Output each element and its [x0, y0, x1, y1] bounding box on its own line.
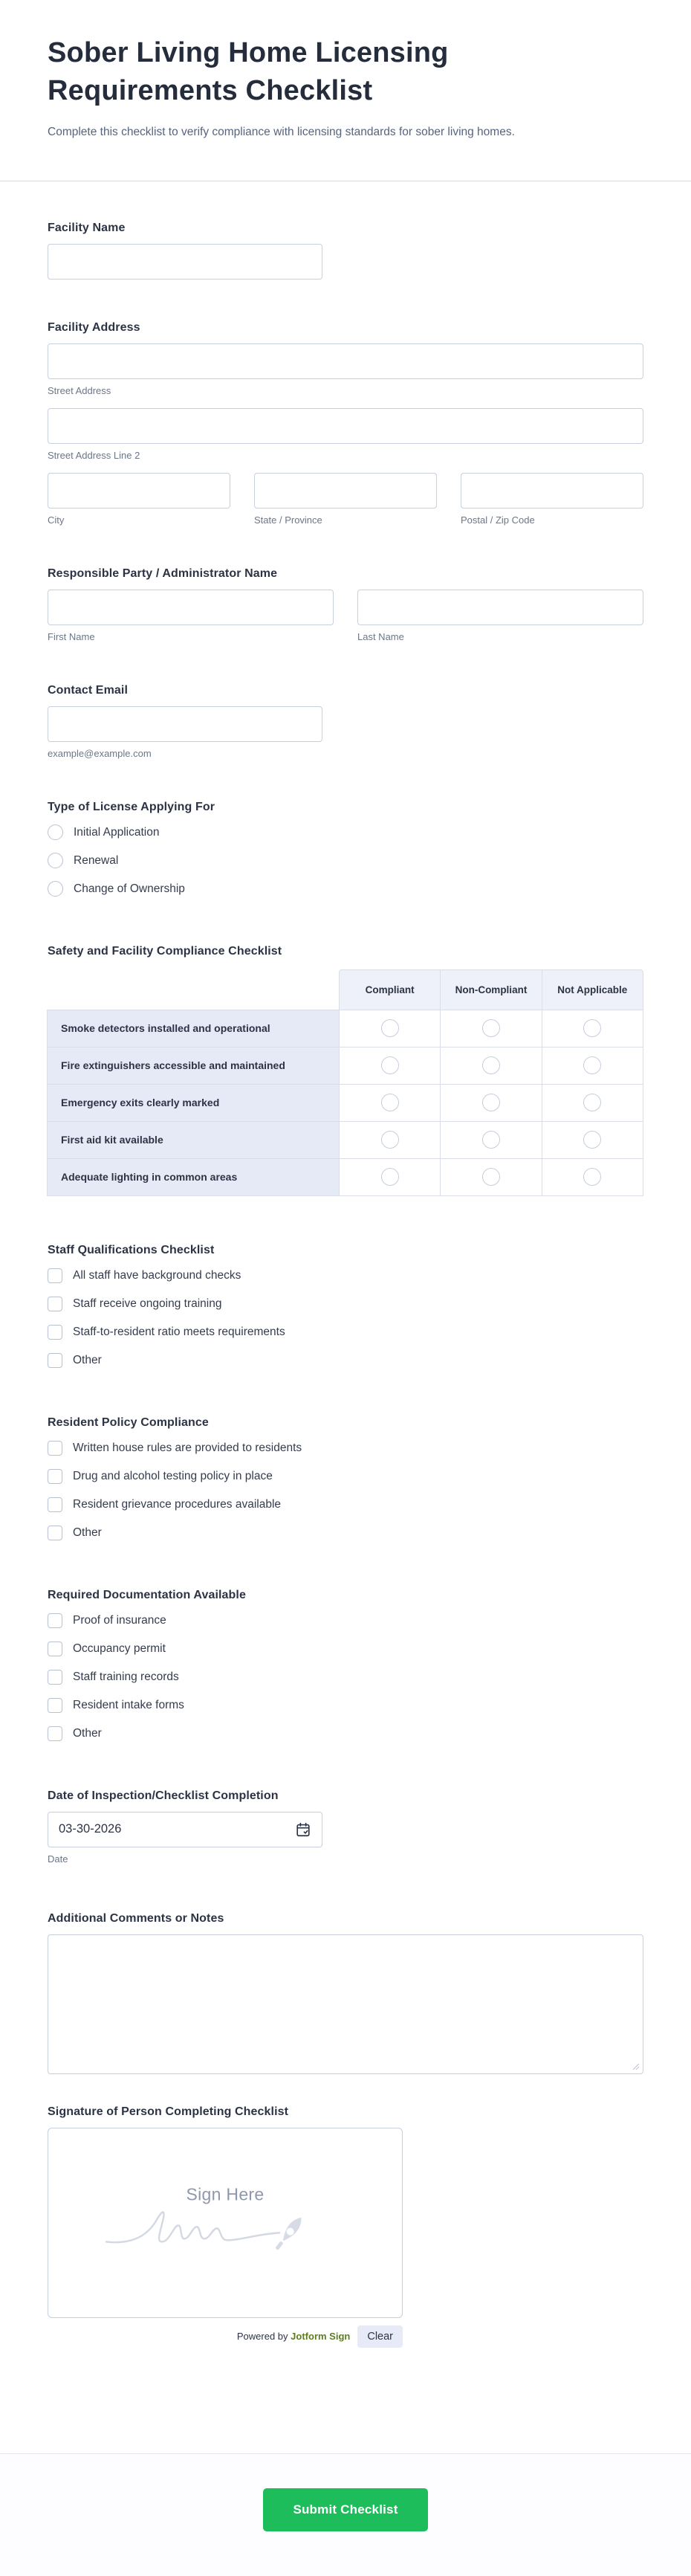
license-option-initial[interactable]: [48, 824, 643, 841]
page-title: Sober Living Home Licensing Requirements Checklist: [48, 37, 449, 106]
submit-section: [0, 2453, 691, 2576]
resident-policy-label: Resident Policy Compliance: [48, 1415, 209, 1429]
field-contact-email: [48, 684, 643, 759]
resident-option-label: Drug and alcohol testing policy in place: [73, 1469, 273, 1482]
checkbox-icon[interactable]: [48, 1441, 62, 1456]
contact-email-label: Contact Email: [48, 683, 128, 697]
matrix-cell[interactable]: [339, 1084, 441, 1122]
documentation-option[interactable]: [48, 1697, 643, 1714]
radio-icon[interactable]: [482, 1131, 500, 1149]
staff-option[interactable]: [48, 1352, 643, 1369]
documentation-option-label: Proof of insurance: [73, 1613, 166, 1627]
safety-matrix-table: [48, 970, 643, 1196]
calendar-icon[interactable]: [295, 1821, 311, 1838]
field-facility-address: [48, 321, 643, 526]
license-option-label: Change of Ownership: [74, 882, 185, 895]
radio-icon[interactable]: [482, 1056, 500, 1074]
radio-icon[interactable]: [583, 1168, 601, 1186]
matrix-col-header: Non-Compliant: [440, 969, 542, 1010]
responsible-party-label: Responsible Party / Administrator Name: [48, 566, 278, 580]
radio-icon[interactable]: [48, 881, 63, 897]
staff-option[interactable]: [48, 1296, 643, 1312]
field-signature: [48, 2105, 643, 2348]
resident-option[interactable]: [48, 1525, 643, 1541]
staff-option-label: Staff receive ongoing training: [73, 1297, 222, 1310]
field-inspection-date: [48, 1789, 643, 1865]
field-resident-policy: [48, 1416, 643, 1541]
checkbox-icon[interactable]: [48, 1353, 62, 1368]
field-staff-checklist: [48, 1244, 643, 1369]
matrix-col-header: Compliant: [339, 969, 441, 1010]
resident-option[interactable]: [48, 1468, 643, 1485]
inspection-date-label: Date of Inspection/Checklist Completion: [48, 1789, 279, 1802]
facility-name-label: Facility Name: [48, 221, 126, 234]
documentation-option[interactable]: [48, 1613, 643, 1629]
matrix-cell[interactable]: [542, 1121, 643, 1159]
staff-option-label: Staff-to-resident ratio meets requirements: [73, 1325, 285, 1338]
radio-icon[interactable]: [482, 1094, 500, 1111]
last-name-input[interactable]: [357, 590, 643, 625]
documentation-option-label: Resident intake forms: [73, 1698, 184, 1711]
matrix-cell[interactable]: [542, 1084, 643, 1122]
clear-signature-button[interactable]: Clear: [357, 2325, 403, 2348]
street-address-input[interactable]: [48, 343, 643, 379]
matrix-cell[interactable]: [440, 1010, 542, 1047]
first-name-sublabel: First Name: [48, 630, 95, 642]
comments-label: Additional Comments or Notes: [48, 1911, 224, 1925]
license-option-label: Renewal: [74, 853, 119, 867]
street-address2-input[interactable]: [48, 408, 643, 444]
submit-button[interactable]: Submit Checklist: [263, 2488, 428, 2531]
documentation-option-label: Other: [73, 1726, 102, 1740]
staff-option[interactable]: [48, 1324, 643, 1340]
radio-icon[interactable]: [482, 1168, 500, 1186]
radio-icon[interactable]: [482, 1019, 500, 1037]
matrix-cell[interactable]: [542, 1010, 643, 1047]
resident-option-label: Written house rules are provided to residents: [73, 1441, 302, 1454]
checkbox-icon[interactable]: [48, 1613, 62, 1628]
staff-option-label: All staff have background checks: [73, 1268, 241, 1282]
radio-icon[interactable]: [48, 824, 63, 840]
date-value[interactable]: 03-30-2026: [59, 1822, 122, 1836]
checkbox-icon[interactable]: [48, 1526, 62, 1540]
field-safety-table: [48, 945, 643, 1196]
postal-input[interactable]: [461, 473, 643, 509]
state-input[interactable]: [254, 473, 437, 509]
first-name-input[interactable]: [48, 590, 334, 625]
staff-checklist-label: Staff Qualifications Checklist: [48, 1243, 215, 1256]
matrix-cell[interactable]: [339, 1010, 441, 1047]
resident-option[interactable]: [48, 1497, 643, 1513]
resident-option[interactable]: [48, 1440, 643, 1456]
documentation-label: Required Documentation Available: [48, 1588, 246, 1601]
matrix-cell[interactable]: [440, 1084, 542, 1122]
matrix-cell[interactable]: [339, 1047, 441, 1085]
license-option-label: Initial Application: [74, 825, 160, 839]
matrix-cell[interactable]: [339, 1158, 441, 1196]
checkbox-icon[interactable]: [48, 1497, 62, 1512]
safety-table-label: Safety and Facility Compliance Checklist: [48, 944, 282, 958]
matrix-row-label: Smoke detectors installed and operational: [47, 1010, 340, 1047]
contact-email-input[interactable]: [48, 706, 322, 742]
facility-name-input[interactable]: [48, 244, 322, 280]
checkbox-icon[interactable]: [48, 1325, 62, 1340]
facility-address-label: Facility Address: [48, 320, 140, 334]
field-comments: [48, 1912, 643, 2074]
street-address-sublabel: Street Address: [48, 384, 111, 396]
matrix-cell[interactable]: [440, 1121, 542, 1159]
jotform-sign-brand: Jotform Sign: [291, 2331, 351, 2343]
signature-pad[interactable]: [48, 2128, 403, 2318]
checkbox-icon[interactable]: [48, 1469, 62, 1484]
matrix-cell[interactable]: [440, 1047, 542, 1085]
radio-icon[interactable]: [381, 1056, 399, 1074]
matrix-cell[interactable]: [542, 1158, 643, 1196]
date-input[interactable]: [48, 1812, 322, 1847]
matrix-row-label: Emergency exits clearly marked: [47, 1084, 340, 1122]
signature-squiggle: [103, 2198, 348, 2250]
date-sublabel: Date: [48, 1853, 68, 1865]
matrix-cell[interactable]: [440, 1158, 542, 1196]
field-facility-name: [48, 222, 643, 280]
signature-label: Signature of Person Completing Checklist: [48, 2105, 289, 2118]
matrix-cell[interactable]: [542, 1047, 643, 1085]
resident-option-label: Other: [73, 1526, 102, 1539]
checkbox-icon[interactable]: [48, 1670, 62, 1685]
matrix-row-label: Fire extinguishers accessible and maintained: [47, 1047, 340, 1085]
last-name-sublabel: Last Name: [357, 630, 404, 642]
radio-icon[interactable]: [583, 1056, 601, 1074]
state-sublabel: State / Province: [254, 514, 322, 526]
documentation-option[interactable]: [48, 1641, 643, 1657]
radio-icon[interactable]: [583, 1019, 601, 1037]
city-input[interactable]: [48, 473, 230, 509]
checkbox-icon[interactable]: [48, 1726, 62, 1741]
license-option-ownership[interactable]: [48, 881, 643, 897]
sign-here-text: Sign Here: [186, 2184, 265, 2204]
resize-handle-icon[interactable]: [632, 2063, 640, 2070]
powered-by-text: Powered by Jotform Sign: [236, 2331, 351, 2343]
field-responsible-party: [48, 567, 643, 642]
radio-icon[interactable]: [583, 1094, 601, 1111]
matrix-cell[interactable]: [339, 1121, 441, 1159]
matrix-row-label: First aid kit available: [47, 1121, 340, 1159]
staff-option[interactable]: [48, 1268, 643, 1284]
matrix-row-label: Adequate lighting in common areas: [47, 1158, 340, 1196]
contact-email-hint: example@example.com: [48, 747, 152, 759]
radio-icon[interactable]: [48, 853, 63, 868]
documentation-option[interactable]: [48, 1669, 643, 1685]
radio-icon[interactable]: [381, 1094, 399, 1111]
form-header: [48, 34, 643, 142]
matrix-col-header: Not Applicable: [542, 969, 643, 1010]
radio-icon[interactable]: [381, 1168, 399, 1186]
radio-icon[interactable]: [583, 1131, 601, 1149]
radio-icon[interactable]: [381, 1019, 399, 1037]
comments-textarea[interactable]: [48, 1934, 643, 2074]
city-sublabel: City: [48, 514, 65, 526]
field-documentation: [48, 1589, 643, 1742]
radio-icon[interactable]: [381, 1131, 399, 1149]
documentation-option-label: Staff training records: [73, 1670, 179, 1683]
signature-placeholder: [103, 2184, 348, 2250]
checkbox-icon[interactable]: [48, 1297, 62, 1311]
resident-option-label: Resident grievance procedures available: [73, 1497, 282, 1511]
postal-sublabel: Postal / Zip Code: [461, 514, 535, 526]
documentation-option[interactable]: [48, 1726, 643, 1742]
matrix-corner-cell: [47, 969, 340, 1010]
street-address2-sublabel: Street Address Line 2: [48, 449, 140, 461]
checkbox-icon[interactable]: [48, 1698, 62, 1713]
staff-option-label: Other: [73, 1353, 102, 1366]
license-type-label: Type of License Applying For: [48, 800, 215, 813]
checkbox-icon[interactable]: [48, 1642, 62, 1656]
documentation-option-label: Occupancy permit: [73, 1642, 166, 1655]
page-subtitle: Complete this checklist to verify compliance with licensing standards for sober living homes.: [48, 125, 515, 138]
license-option-renewal[interactable]: [48, 853, 643, 869]
checkbox-icon[interactable]: [48, 1268, 62, 1283]
field-license-type: [48, 801, 643, 897]
